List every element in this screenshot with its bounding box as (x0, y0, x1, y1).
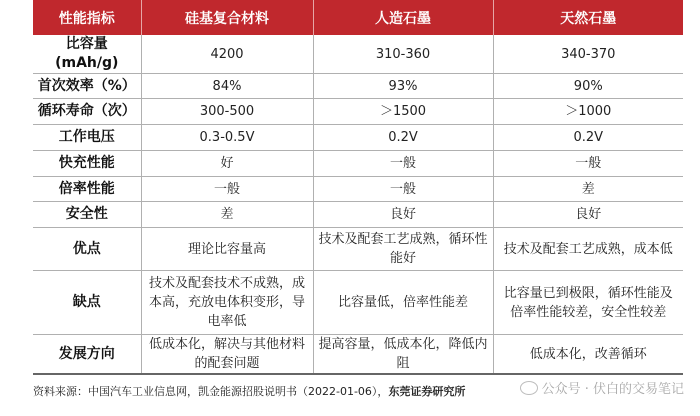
table-cell: 技术及配套技术不成熟，成本高，充放电体积变形，导电率低 (141, 271, 313, 335)
wechat-icon (520, 381, 538, 395)
header-silicon-composite: 硅基复合材料 (141, 0, 313, 35)
row-label: 快充性能 (33, 151, 141, 177)
table-cell: 0.2V (313, 125, 493, 151)
table-row (33, 202, 683, 228)
table-cell: 技术及配套工艺成熟，成本低 (493, 228, 683, 271)
table-cell: 4200 (141, 35, 313, 74)
table-cell: 一般 (313, 151, 493, 177)
table-cell: 84% (141, 74, 313, 99)
table-cell: 良好 (313, 202, 493, 228)
table-cell: 好 (141, 151, 313, 177)
table-cell: 理论比容量高 (141, 228, 313, 271)
table-row (33, 99, 683, 125)
row-label: 工作电压 (33, 125, 141, 151)
table-row (33, 74, 683, 99)
header-artificial-graphite: 人造石墨 (313, 0, 493, 35)
row-label: 安全性 (33, 202, 141, 228)
row-label: 优点 (33, 228, 141, 271)
table-row (33, 335, 683, 375)
table-header-row (33, 0, 683, 35)
row-label: 倍率性能 (33, 177, 141, 202)
watermark-text: 公众号 · 伏白的交易笔记 (541, 382, 684, 397)
row-label: 发展方向 (33, 335, 141, 375)
table-cell: 良好 (493, 202, 683, 228)
table-cell: ＞1500 (313, 99, 493, 125)
header-metric: 性能指标 (33, 0, 141, 35)
table-cell: 提高容量，低成本化，降低内阻 (313, 335, 493, 375)
table-cell: 0.2V (493, 125, 683, 151)
source-text: 资料来源：中国汽车工业信息网，凯金能源招股说明书（2022-01-06）， (33, 385, 389, 398)
table-cell: 比容量低，倍率性能差 (313, 271, 493, 335)
table-cell: 低成本化，改善循环 (493, 335, 683, 375)
source-institute: 东莞证券研究所 (388, 385, 466, 398)
row-label: 循环寿命（次） (33, 99, 141, 125)
table-cell: 300-500 (141, 99, 313, 125)
table-cell: 0.3-0.5V (141, 125, 313, 151)
table-cell: 93% (313, 74, 493, 99)
table-cell: 340-370 (493, 35, 683, 74)
anode-material-comparison-table (33, 0, 683, 375)
table-row (33, 125, 683, 151)
header-natural-graphite: 天然石墨 (493, 0, 683, 35)
table-cell: 一般 (493, 151, 683, 177)
comparison-table-wrapper (33, 0, 683, 375)
table-row (33, 228, 683, 271)
table-cell: 差 (493, 177, 683, 202)
source-note (33, 383, 465, 399)
table-row (33, 177, 683, 202)
table-cell: 90% (493, 74, 683, 99)
row-label: 比容量(mAh/g) (33, 35, 141, 74)
table-row (33, 35, 683, 74)
table-cell: 310-360 (313, 35, 493, 74)
table-cell: 比容量已到极限，循环性能及倍率性能较差，安全性较差 (493, 271, 683, 335)
table-row (33, 271, 683, 335)
table-row (33, 151, 683, 177)
table-cell: 一般 (141, 177, 313, 202)
table-cell: 一般 (313, 177, 493, 202)
watermark (520, 378, 684, 397)
table-cell: 技术及配套工艺成熟，循环性能好 (313, 228, 493, 271)
table-cell: 差 (141, 202, 313, 228)
table-cell: ＞1000 (493, 99, 683, 125)
row-label: 首次效率（%） (33, 74, 141, 99)
row-label: 缺点 (33, 271, 141, 335)
table-cell: 低成本化，解决与其他材料的配套问题 (141, 335, 313, 375)
